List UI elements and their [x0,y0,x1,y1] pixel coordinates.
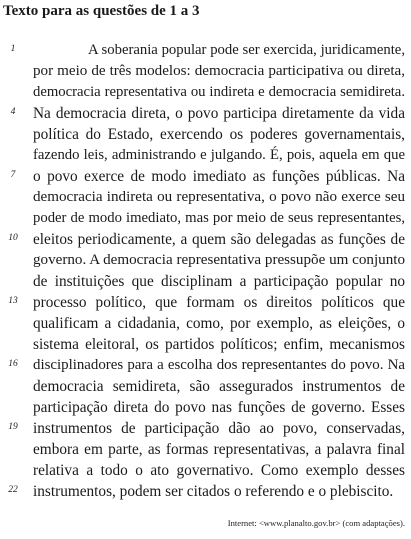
line-text: qualificam a cidadania, como, por exemplo, as eleições, o [33,315,405,332]
source-citation: Internet: <www.planalto.gov.br> (com adaptações). [227,518,405,528]
text-line [0,397,411,418]
line-number: 22 [8,485,18,495]
text-line [0,166,411,187]
line-number: 10 [8,233,18,243]
line-text: disciplinadores para a escolha dos representantes do povo. Na [33,357,405,373]
line-number: 13 [8,296,18,306]
text-line [0,418,411,439]
text-line [0,250,411,271]
text-line [0,208,411,229]
line-text: eleitos periodicamente, a quem são delegadas as funções de [33,231,405,248]
text-line [0,481,411,502]
section-title: Texto para as questões de 1 a 3 [3,3,200,19]
line-number: 4 [10,107,16,117]
line-text: relativa a todo o ato governativo. Como exemplo desses [33,462,405,479]
line-number: 16 [8,359,18,369]
text-line [0,355,411,376]
line-text: embora em parte, as formas representativas, a palavra final [33,441,405,458]
line-text: política do Estado, exercendo os poderes governamentais, [33,126,405,143]
text-line [0,313,411,334]
line-text: instrumentos, podem ser citados o referendo e o plebiscito. [33,483,394,500]
text-line [0,460,411,481]
line-text: o povo exerce de modo imediato as funções públicas. Na [33,168,405,185]
text-line [0,334,411,355]
line-text: instrumentos de participação dão ao povo, conservadas, [33,420,405,437]
text-line [0,229,411,250]
line-text: democracia representativa ou indireta e democracia semidireta. [33,84,405,100]
text-line [0,40,411,61]
text-line [0,271,411,292]
line-text: Na democracia direta, o povo participa diretamente da vida [33,105,405,122]
line-number: 19 [8,422,18,432]
text-line [0,292,411,313]
text-line [0,145,411,166]
text-line [0,376,411,397]
text-line [0,124,411,145]
line-text: A soberania popular pode ser exercida, juridicamente, [88,42,405,58]
line-text: sistema eleitoral, os partidos políticos; enfim, mecanismos [33,336,405,353]
line-text: de instituições que disciplinam a participação popular no [33,273,405,290]
line-text: processo político, que formam os direitos políticos que [33,294,405,311]
text-line [0,103,411,124]
text-line [0,82,411,103]
line-text: participação direta do povo nas funções de governo. Esses [33,399,405,416]
line-text: democracia semidireta, são assegurados instrumentos de [33,378,405,395]
line-text: governo. A democracia representativa pressupõe um conjunto [33,252,405,268]
line-text: por meio de três modelos: democracia participativa ou direta, [33,63,405,79]
passage-text [0,40,411,502]
line-text: fazendo leis, administrando e julgando. É, pois, aquela em que [33,147,405,163]
line-text: poder de modo imediato, mas por meio de seus representantes, [33,210,405,226]
text-line [0,61,411,82]
line-text: democracia indireta ou representativa, o povo não exerce seu [33,189,405,205]
line-number: 1 [10,44,16,54]
text-line [0,439,411,460]
line-number: 7 [10,170,16,180]
text-line [0,187,411,208]
